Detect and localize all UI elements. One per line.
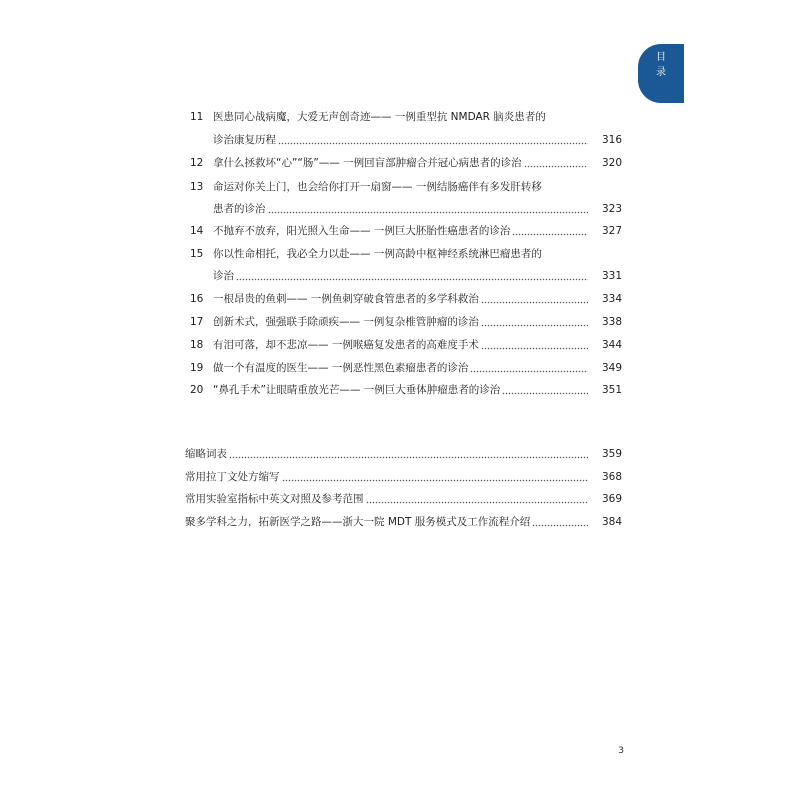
entry-number: 13 [190, 181, 204, 193]
page-number: 331 [601, 270, 622, 282]
entry-title: 你以性命相托，我必全力以赴—— 一例高龄中枢神经系统淋巴瘤患者的 [213, 248, 542, 260]
toc-entry-15-cont [185, 267, 622, 285]
toc-entry-12 [185, 154, 622, 172]
toc-entry-11-cont [185, 131, 622, 149]
entry-title: 创新术式，强强联手除顽疾—— 一例复杂椎管肿瘤的诊治 [213, 316, 479, 328]
dot-leader [236, 267, 588, 285]
dot-leader [481, 290, 588, 308]
page-number: 334 [601, 293, 622, 305]
page-number: 384 [601, 516, 622, 528]
appendix-title: 缩略词表 [185, 448, 227, 460]
dot-leader [278, 131, 588, 149]
footer-page-number: 3 [618, 746, 624, 756]
page-number: 359 [601, 448, 622, 460]
entry-title: “鼻孔手术”让眼睛重放光芒—— 一例巨大垂体肿瘤患者的诊治 [213, 384, 501, 396]
page-number: 320 [601, 157, 622, 169]
toc-entry-11 [185, 108, 622, 126]
page-number: 351 [601, 384, 622, 396]
entry-title: 一根昂贵的鱼刺—— 一例鱼刺穿破食管患者的多学科救治 [213, 293, 479, 305]
entry-number: 12 [190, 157, 204, 169]
entry-title-cont: 诊治康复历程 [213, 134, 276, 146]
dot-leader [268, 200, 589, 218]
toc-entry-18 [185, 336, 622, 354]
appendix-title: 常用实验室指标中英文对照及参考范围 [185, 493, 364, 505]
dot-leader [532, 513, 588, 531]
entry-number: 14 [190, 225, 204, 237]
entry-title-cont: 患者的诊治 [213, 203, 266, 215]
appendix-latin [185, 468, 622, 486]
entry-number: 16 [190, 293, 204, 305]
page-number: 338 [601, 316, 622, 328]
entry-number: 17 [190, 316, 204, 328]
page-number: 349 [601, 362, 622, 374]
toc-entry-13-cont [185, 200, 622, 218]
dot-leader [470, 359, 588, 377]
page-number: 323 [601, 203, 622, 215]
entry-number: 19 [190, 362, 204, 374]
dot-leader [366, 490, 589, 508]
toc-entry-19 [185, 359, 622, 377]
entry-title: 医患同心战病魔，大爱无声创奇迹—— 一例重型抗 NMDAR 脑炎患者的 [213, 111, 546, 123]
entry-number: 11 [190, 111, 204, 123]
entry-title: 拿什么拯救坏“心”“肠”—— 一例回盲部肿瘤合并冠心病患者的诊治 [213, 157, 522, 169]
appendix-lab-ranges [185, 490, 622, 508]
dot-leader [481, 336, 588, 354]
page-number: 316 [601, 134, 622, 146]
entry-title: 有泪可落，却不悲凉—— 一例喉癌复发患者的高难度手术 [213, 339, 479, 351]
dot-leader [524, 154, 588, 172]
page-number: 368 [601, 471, 622, 483]
entry-number: 15 [190, 248, 204, 260]
toc-entry-16 [185, 290, 622, 308]
entry-title: 命运对你关上门，也会给你打开一扇窗—— 一例结肠癌伴有多发肝转移 [213, 181, 542, 193]
appendix-abbreviations [185, 445, 622, 463]
page-number: 327 [601, 225, 622, 237]
entry-number: 20 [190, 384, 204, 396]
appendix-title: 聚多学科之力，拓新医学之路——浙大一院 MDT 服务模式及工作流程介绍 [185, 516, 531, 528]
toc-entry-17 [185, 313, 622, 331]
appendix-mdt [185, 513, 622, 531]
dot-leader [502, 381, 588, 399]
toc-tab-label: 目 录 [656, 52, 666, 78]
toc-entry-14 [185, 222, 622, 240]
entry-title-cont: 诊治 [213, 270, 234, 282]
page-number: 344 [601, 339, 622, 351]
toc-entry-13 [185, 178, 622, 196]
entry-title: 做一个有温度的医生—— 一例恶性黑色素瘤患者的诊治 [213, 362, 469, 374]
page-number: 369 [601, 493, 622, 505]
toc-entry-20 [185, 381, 622, 399]
entry-number: 18 [190, 339, 204, 351]
appendix-title: 常用拉丁文处方缩写 [185, 471, 280, 483]
dot-leader [229, 445, 588, 463]
entry-title: 不抛弃不放弃，阳光照入生命—— 一例巨大胚胎性癌患者的诊治 [213, 225, 511, 237]
dot-leader [512, 222, 588, 240]
dot-leader [481, 313, 588, 331]
toc-entry-15 [185, 245, 622, 263]
dot-leader [282, 468, 589, 486]
